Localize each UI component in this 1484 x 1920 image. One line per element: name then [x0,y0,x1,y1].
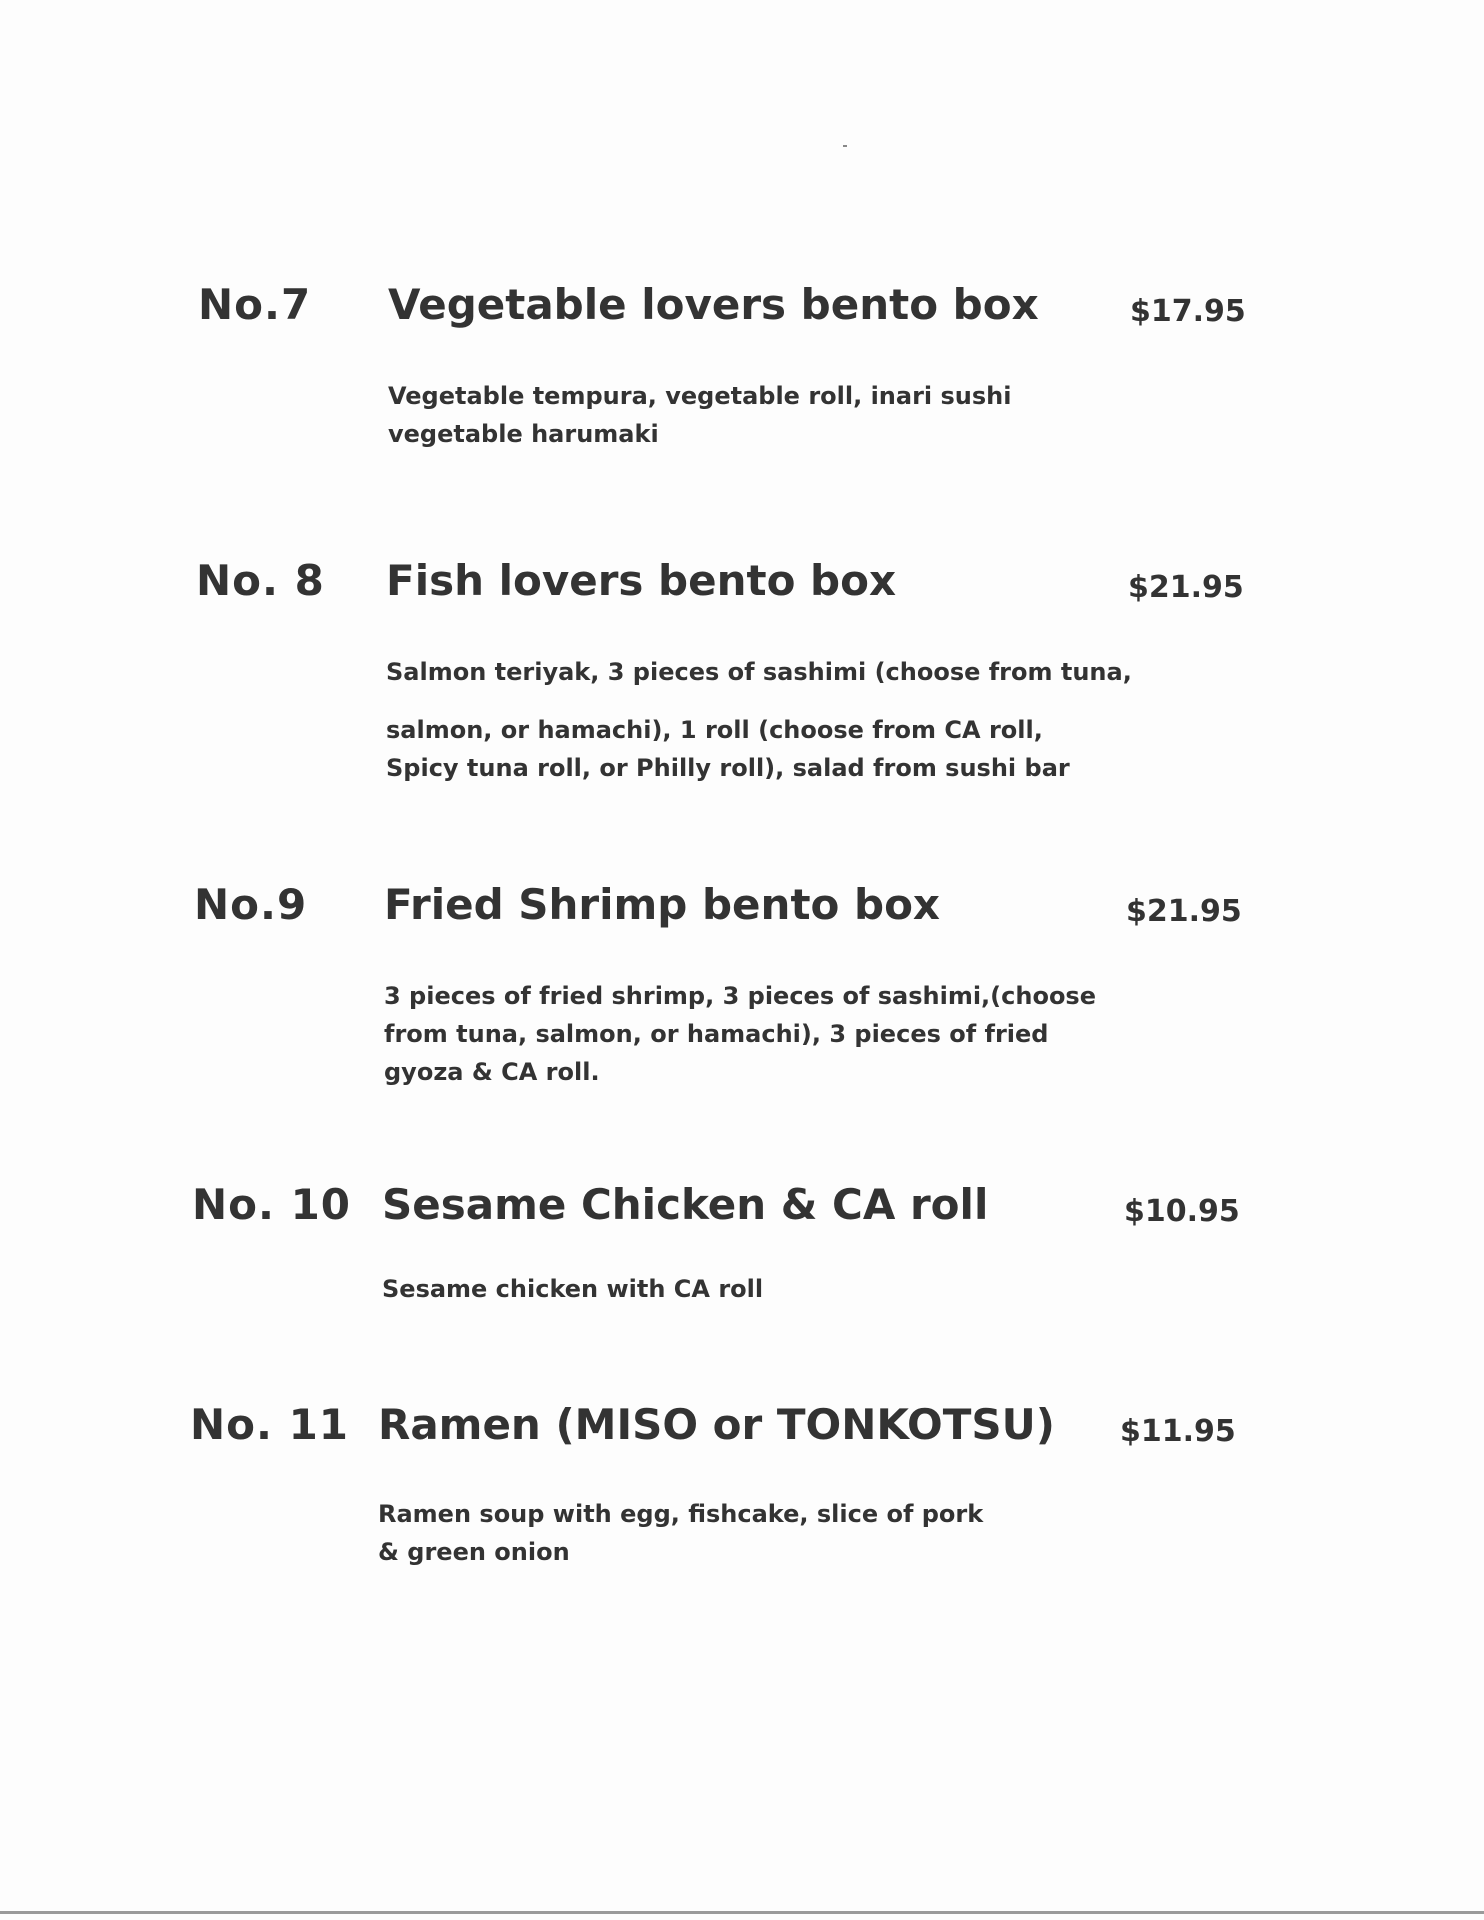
item-name: Ramen (MISO or TONKOTSU) [378,1400,1055,1449]
item-description [384,977,1096,1091]
description-line: salmon, or hamachi), 1 roll (choose from CA roll, [386,716,1043,744]
item-description [382,1270,763,1308]
item-price: $21.95 [1128,570,1244,605]
item-number: No.9 [194,880,308,929]
item-price: $21.95 [1126,894,1242,929]
item-number: No.7 [198,280,312,329]
description-line: Sesame chicken with CA roll [382,1275,764,1303]
item-price: $11.95 [1120,1414,1236,1449]
description-line: Salmon teriyak, 3 pieces of sashimi (choose from tuna, [386,658,1132,686]
item-description [386,653,1132,787]
item-number: No. 10 [192,1180,352,1229]
item-name: Fried Shrimp bento box [384,880,941,929]
description-line: Vegetable tempura, vegetable roll, inari sushi [388,382,1012,410]
item-number: No. 11 [190,1400,350,1449]
scan-speck [843,145,847,147]
description-line: gyoza & CA roll. [384,1058,600,1086]
item-price: $10.95 [1124,1194,1240,1229]
description-line: Spicy tuna roll, or Philly roll), salad from sushi bar [386,754,1070,782]
description-line: vegetable harumaki [388,420,659,448]
item-name: Fish lovers bento box [386,556,897,605]
item-description [378,1495,983,1571]
description-line: & green onion [378,1538,570,1566]
item-name: Vegetable lovers bento box [388,280,1039,329]
scan-bottom-edge [0,1911,1484,1914]
item-description [388,377,1011,453]
description-line: from tuna, salmon, or hamachi), 3 pieces of fried [384,1020,1049,1048]
item-number: No. 8 [196,556,325,605]
item-name: Sesame Chicken & CA roll [382,1180,989,1229]
item-price: $17.95 [1130,294,1246,329]
description-line: Ramen soup with egg, fishcake, slice of pork [378,1500,984,1528]
description-line: 3 pieces of fried shrimp, 3 pieces of sashimi,(choose [384,982,1096,1010]
